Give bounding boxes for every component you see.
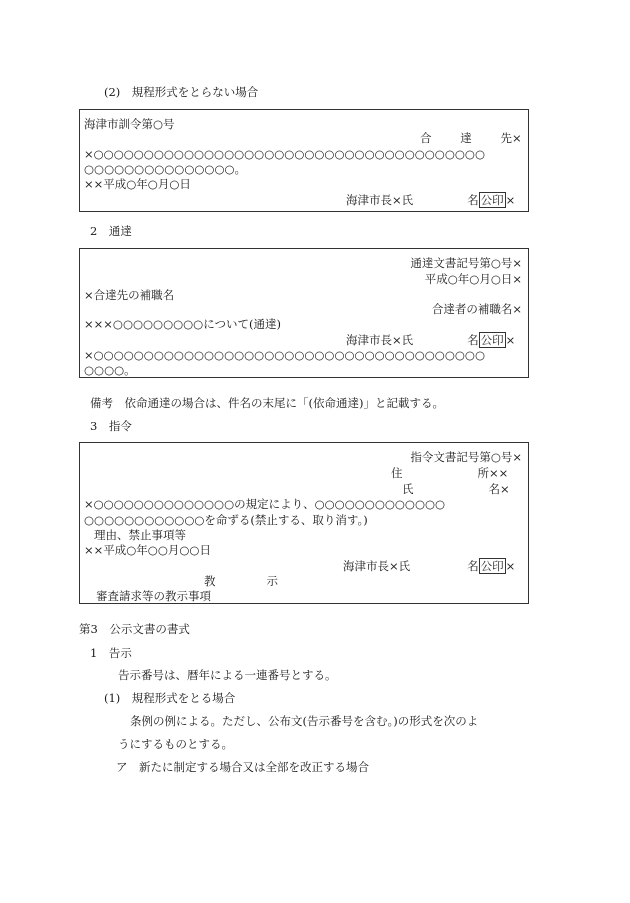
section-heading-tsutatsu: 2 通達 (90, 224, 132, 238)
addressee-label: 合 達 先 (420, 131, 512, 145)
instruction-heading: 教 示 (204, 574, 278, 588)
section-heading-shirei: 3 指令 (90, 419, 132, 433)
body-line: ×○○○○○○○○○○○○○○の規定により、○○○○○○○○○○○○○ (84, 497, 446, 511)
document-number: 通達文書記号第○号× (410, 256, 522, 270)
signature-line: 海津市長×氏 名 公印 × (346, 193, 516, 207)
kunrei-form-box: 海津市訓令第○号 合 達 先 × ×○○○○○○○○○○○○○○○○○○○○○○○○○○○○○○○○○○○○○○○ ○○○○○○○○○○○○○○○。 ××平成○年○月○日 海津市長×氏 名 公印 × (79, 109, 529, 212)
remarks-note: 備考 依命通達の場合は、件名の末尾に「(依命通達)」と記載する。 (90, 396, 444, 410)
paragraph: 告示番号は、暦年による一連番号とする。 (118, 668, 337, 682)
date-line: 平成○年○月○日× (424, 272, 522, 286)
kunrei-number: 海津市訓令第○号 (84, 117, 175, 131)
reason-line: 理由、禁止事項等 (94, 528, 186, 542)
official-seal-stamp: 公印 (480, 193, 504, 207)
subsection-heading-1: (1) 規程形式をとる場合 (104, 691, 236, 705)
paragraph: うにするものとする。 (118, 737, 233, 751)
appeal-instruction: 審査請求等の教示事項 (96, 589, 211, 603)
signature-line: 海津市長×氏 名 公印 × (343, 559, 516, 573)
body-line: ×○○○○○○○○○○○○○○○○○○○○○○○○○○○○○○○○○○○○○○○ (84, 147, 485, 161)
body-line: ○○○○○○○○○○○○○○○。 (84, 162, 247, 176)
tsutatsu-form-box (79, 248, 529, 378)
official-seal-stamp: 公印 (480, 559, 504, 573)
name-label: 氏 名 (402, 482, 500, 496)
paragraph: 条例の例による。ただし、公布文(告示番号を含む。)の形式を次のよ (130, 714, 479, 728)
signature-line: 海津市長×氏 名 公印 × (346, 333, 516, 347)
subsection-heading-2: (2) 規程形式をとらない場合 (104, 85, 259, 99)
date-line: ××平成○年○○月○○日 (84, 543, 211, 557)
body-line: ×○○○○○○○○○○○○○○○○○○○○○○○○○○○○○○○○○○○○○○○ (84, 348, 485, 362)
address-label: 住 所 (391, 466, 489, 480)
section-heading-kokuji: 1 告示 (90, 646, 132, 660)
body-line: ○○○○○○○○○○○○を命ずる(禁止する、取り消す。) (84, 513, 368, 527)
document-number: 指令文書記号第○号× (410, 450, 522, 464)
addressee-line: ×合達先の補職名 (84, 288, 175, 302)
shirei-form-box: 指令文書記号第○号× 住 所 ×× 氏 名 × ×○○○○○○○○○○○○○○の規定により、○○○○○○○○○○○○○ ○○○○○○○○○○○○を命ずる(禁止する、取り消す。) 理由、禁止事項等 ××平成○年○○月○○日 海津市長×氏 名 公印 × 教 示 審査請求等の教示事項 (79, 442, 529, 604)
issuer-line: 合達者の補職名× (431, 302, 522, 316)
official-seal-stamp: 公印 (480, 333, 504, 347)
subject-line: ×××○○○○○○○○○について(通達) (84, 317, 281, 331)
item-heading-a: ア 新たに制定する場合又は全部を改正する場合 (116, 760, 369, 774)
date-line: ××平成○年○月○日 (84, 177, 191, 191)
body-line: ○○○○。 (84, 363, 136, 377)
chapter-heading: 第3 公示文書の書式 (79, 622, 190, 636)
